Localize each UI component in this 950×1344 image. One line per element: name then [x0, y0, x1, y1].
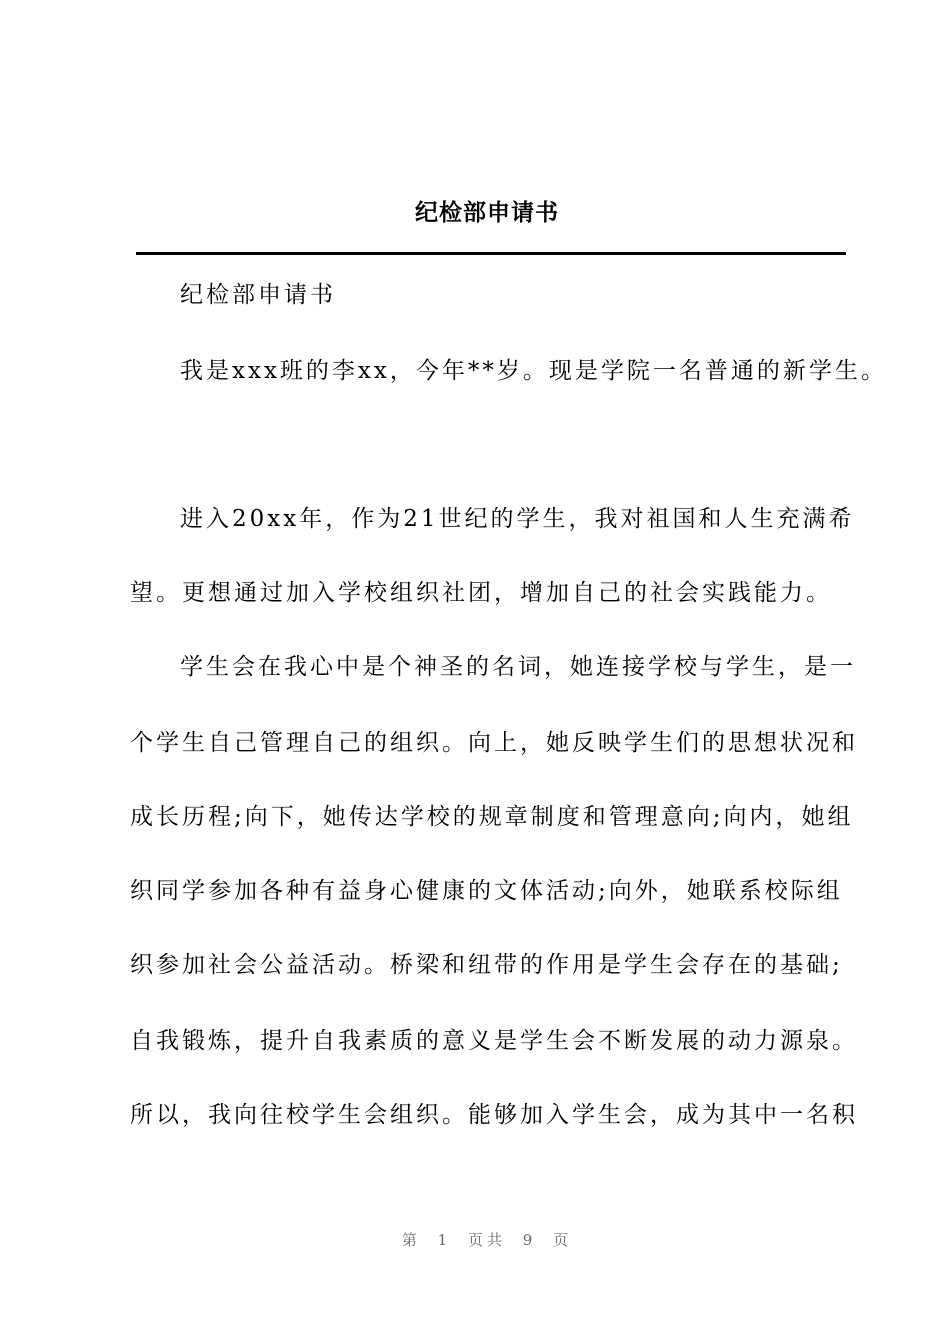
body-line: 学生会在我心中是个神圣的名词，她连接学校与学生，是一: [180, 654, 856, 680]
body-line: 织参加社会公益活动。桥梁和纽带的作用是学生会存在的基础;: [130, 952, 843, 978]
body-line: 成长历程;向下，她传达学校的规章制度和管理意向;向内，她组: [130, 804, 854, 830]
body-line: 纪检部申请书: [180, 282, 336, 308]
body-line: 织同学参加各种有益身心健康的文体活动;向外，她联系校际组: [130, 878, 843, 904]
body-line: 望。更想通过加入学校组织社团，增加自己的社会实践能力。: [130, 580, 832, 606]
body-line: 我是xxx班的李xx，今年**岁。现是学院一名普通的新学生。: [180, 358, 887, 384]
body-line: 自我锻炼，提升自我素质的意义是学生会不断发展的动力源泉。: [130, 1028, 858, 1054]
body-line: 所以，我向往校学生会组织。能够加入学生会，成为其中一名积: [130, 1102, 858, 1128]
body-line: 进入20xx年，作为21世纪的学生，我对祖国和人生充满希: [180, 506, 855, 532]
title-divider: [136, 252, 846, 255]
body-line: 个学生自己管理自己的组织。向上，她反映学生们的思想状况和: [130, 730, 858, 756]
page-title: 纪检部申请书: [415, 199, 559, 226]
page-number: 第 1 页共 9 页: [401, 1231, 573, 1249]
